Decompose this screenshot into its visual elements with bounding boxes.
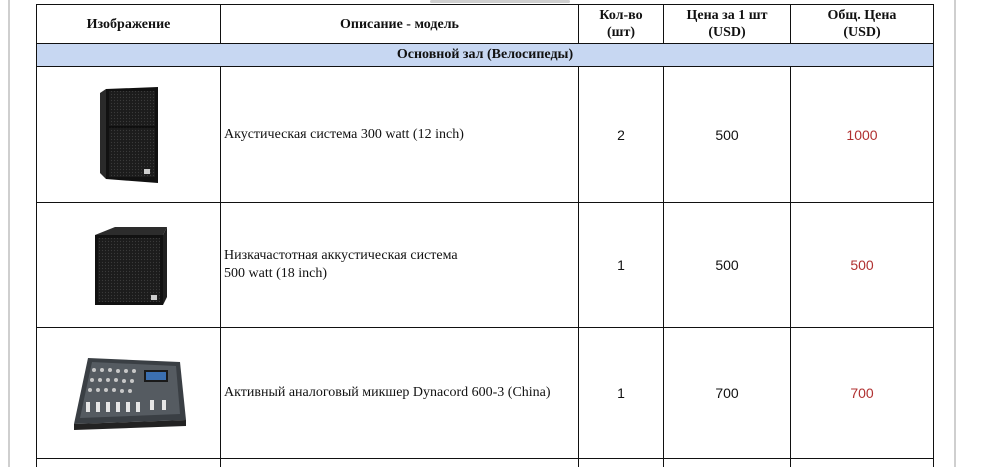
qty-cell: 1 [579, 203, 664, 328]
partial-cell [579, 459, 664, 467]
header-unit-price-line2: (USD) [708, 25, 746, 40]
total-price-cell: 1000 [791, 67, 934, 203]
header-row [37, 5, 934, 44]
header-unit-price [664, 5, 791, 44]
unit-price-cell: 500 [664, 203, 791, 328]
unit-price-cell: 700 [664, 328, 791, 459]
partial-cell [221, 459, 579, 467]
table-row-partial [37, 459, 934, 467]
table-row [37, 203, 934, 328]
header-image-label: Изображение [86, 16, 171, 32]
description-line2: 500 watt (18 inch) [224, 266, 328, 281]
unit-price-cell: 500 [664, 67, 791, 203]
partial-cell [791, 459, 934, 467]
partial-cell [664, 459, 791, 467]
product-image-cell [37, 203, 221, 328]
description-line1: Акустическая система 300 watt (12 inch) [224, 126, 464, 142]
qty-cell: 1 [579, 328, 664, 459]
product-image-cell [37, 328, 221, 459]
description-line1: Низкачастотная аккустическая система [224, 248, 458, 263]
header-unit-price-line1: Цена за 1 шт [686, 8, 768, 23]
subwoofer-icon [89, 225, 169, 305]
product-description [221, 328, 579, 459]
right-page-edge [954, 0, 956, 467]
header-total [791, 5, 934, 44]
product-image-cell [37, 67, 221, 203]
partial-cell [37, 459, 221, 467]
qty-cell: 2 [579, 67, 664, 203]
header-total-line1: Общ. Цена [827, 8, 897, 23]
total-price-cell: 500 [791, 203, 934, 328]
product-description [221, 67, 579, 203]
header-qty-line1: Кол-во [599, 8, 643, 23]
mixer-icon [70, 356, 188, 430]
header-description-label: Описание - модель [340, 16, 459, 32]
header-qty-line2: (шт) [606, 25, 636, 40]
table-row [37, 328, 934, 459]
total-price-cell: 700 [791, 328, 934, 459]
description-line1: Активный аналоговый микшер Dynacord 600-3 (China) [224, 385, 551, 400]
section-row [37, 44, 934, 67]
header-description [221, 5, 579, 44]
header-qty [579, 5, 664, 44]
price-table [36, 4, 934, 467]
top-scroll-indicator [430, 0, 570, 3]
section-title: Основной зал (Велосипеды) [37, 44, 934, 67]
header-image [37, 5, 221, 44]
table-row [37, 67, 934, 203]
speaker-icon [98, 87, 160, 183]
left-page-edge [8, 0, 10, 467]
header-total-line2: (USD) [843, 25, 881, 40]
product-description [221, 203, 579, 328]
